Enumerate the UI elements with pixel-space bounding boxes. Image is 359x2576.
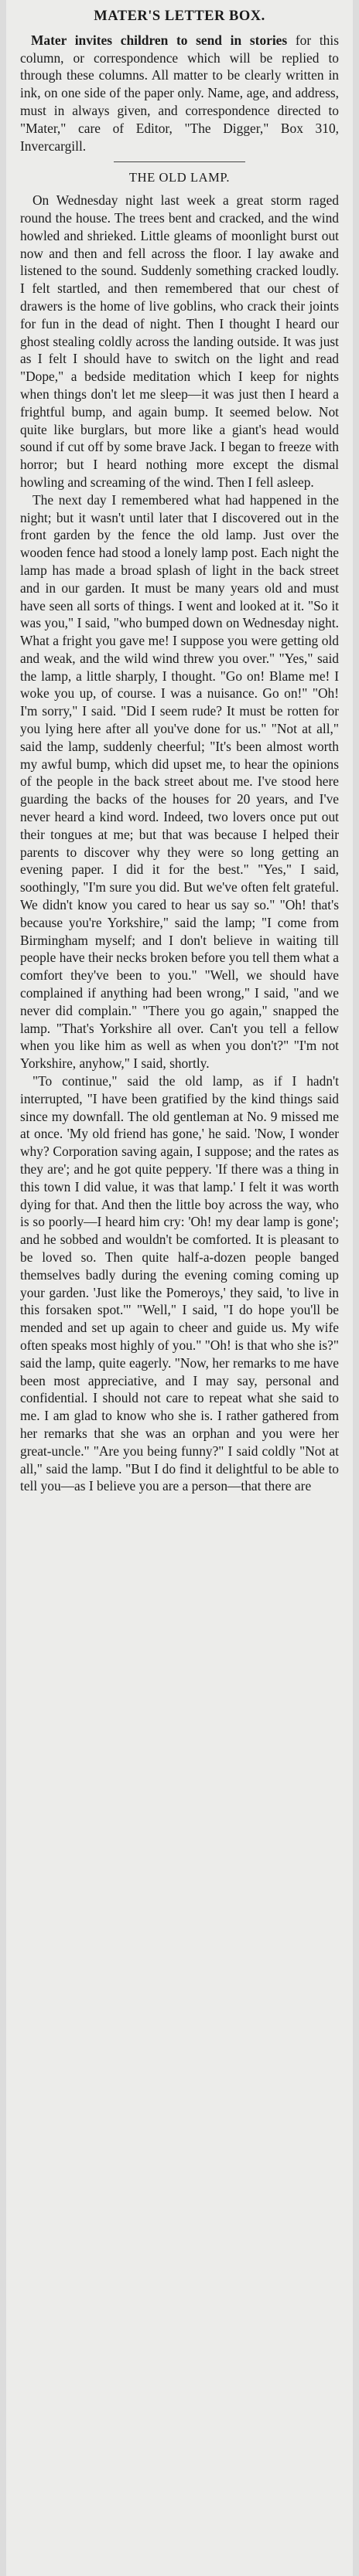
intro-rest: for this column, or correspondence which will be replied to through these columns. All matter to be clearly written in ink, on one side of the paper only. Name, age, and address, must in always given, and correspondence directed to "Mater," care of Editor, "The Digger," Box 310, Invercargill. (20, 32, 339, 154)
intro-lead: Mater invites children to send in stories (31, 32, 288, 48)
column-title: MATER'S LETTER BOX. (94, 8, 265, 24)
section-divider (114, 161, 245, 162)
intro-notice (20, 32, 339, 155)
newspaper-column (6, 0, 353, 2576)
story-paragraph-1: On Wednesday night last week a great storm raged round the house. The trees bent and cracked, and the wind howled and shrieked. Little gleams of moonlight burst out now and then and fell across the floor. I lay awake and listened to the sound. Suddenly something cracked loudly. I felt startled, and then remembered that our chest of drawers is the home of live goblins, who crack their joints for fun in the dead of night. Then I thought I heard our ghost stealing coldly across the landing outside. It was just as I felt I should have to switch on the light and read "Dope," a bedside meditation which I keep for nights when things don't let me sleep—it was just then I heard a frightful bump, and again bump. It seemed below. Not quite like burglars, but more like a giant's head would sound if cut off by some brave Jack. I began to freeze with horror; but I heard nothing more except the dismal howling and screaming of the wind. Then I fell asleep. (20, 192, 339, 490)
story-paragraph-2: The next day I remembered what had happened in the night; but it wasn't until later that I discovered out in the front garden by the fence the old lamp. Just over the wooden fence had stood a lonely lamp post. Each night the lamp has made a broad splash of light in the back street and in our garden. It must be many years old and must have seen all sorts of things. I went and looked at it. "So it was you," I said, "who bumped down on Wednesday night. What a fright you gave me! I suppose you were getting old and weak, and the wild wind threw you over." "Yes," said the lamp, a little sharply, I thought. "Go on! Blame me! I woke you up, of course. I was a nuisance. Go on!" "Oh! I'm sorry," I said. "Did I seem rude? It must be rotten for you lying here after all you've done for us." "Not at all," said the lamp, suddenly cheerful; "It's been almost worth my awful bump, which did upset me, to hear the opinions of the people in the back street about me. I've stood here guarding the backs of the houses for 20 years, and I've never heard a kind word. Indeed, two lovers once put out their tongues at me; but that was because I helped their parents to discover why they were so long getting an evening paper. I did it for the best." "Yes," I said, soothingly, "I'm sure you did. But we've often felt grateful. We didn't know you cared to hear us say so." "Oh! that's because you're Yorkshire," said the lamp; "I come from Birmingham myself; and I don't believe in waiting till people have their necks broken before you tell them what a comfort they've been to you." "Well, we should have complained if anything had been wrong," I said, "and we never did complain." "There you go again," snapped the lamp. "That's Yorkshire all over. Can't you tell a fellow when you like him as well as when you don't?" "I'm not Yorkshire, anyhow," I said, shortly. (20, 491, 339, 1072)
story-title: THE OLD LAMP. (128, 170, 231, 185)
story-paragraph-3: "To continue," said the old lamp, as if I hadn't interrupted, "I have been gratified by the kind things said since my downfall. The old gentleman at No. 9 missed me at once. 'My old friend has gone,' he said. 'Now, I wonder why? Corporation saving again, I suppose; and the rates as they are'; and he got quite peppery. 'If there was a thing in this town I did value, it was that lamp.' I felt it was worth dying for that. And then the little boy across the way, who is so poorly—I heard him cry: 'Oh! my dear lamp is gone'; and he sobbed and wouldn't be comforted. It is pleasant to be loved so. Then quite half-a-dozen people banged themselves badly during the evening coming coming up your garden. 'Just like the Pomeroys,' they said, 'to live in this forsaken spot.'" "Well," I said, "I do hope you'll be mended and set up again to cheer and guide us. My wife often speaks most highly of you." "Oh! is that who she is?" said the lamp, quite eagerly. "Now, her remarks to me have been most appreciative, and I may say, personal and confidential. I should not care to repeat what she said to me. I am glad to know who she is. I rather gathered from her remarks that she was an orphan and you were her great-uncle." "Are you being funny?" I said coldly "Not at all," said the lamp. "But I do find it delightful to be able to tell you—as I believe you are a person—that there are (20, 1073, 339, 1494)
